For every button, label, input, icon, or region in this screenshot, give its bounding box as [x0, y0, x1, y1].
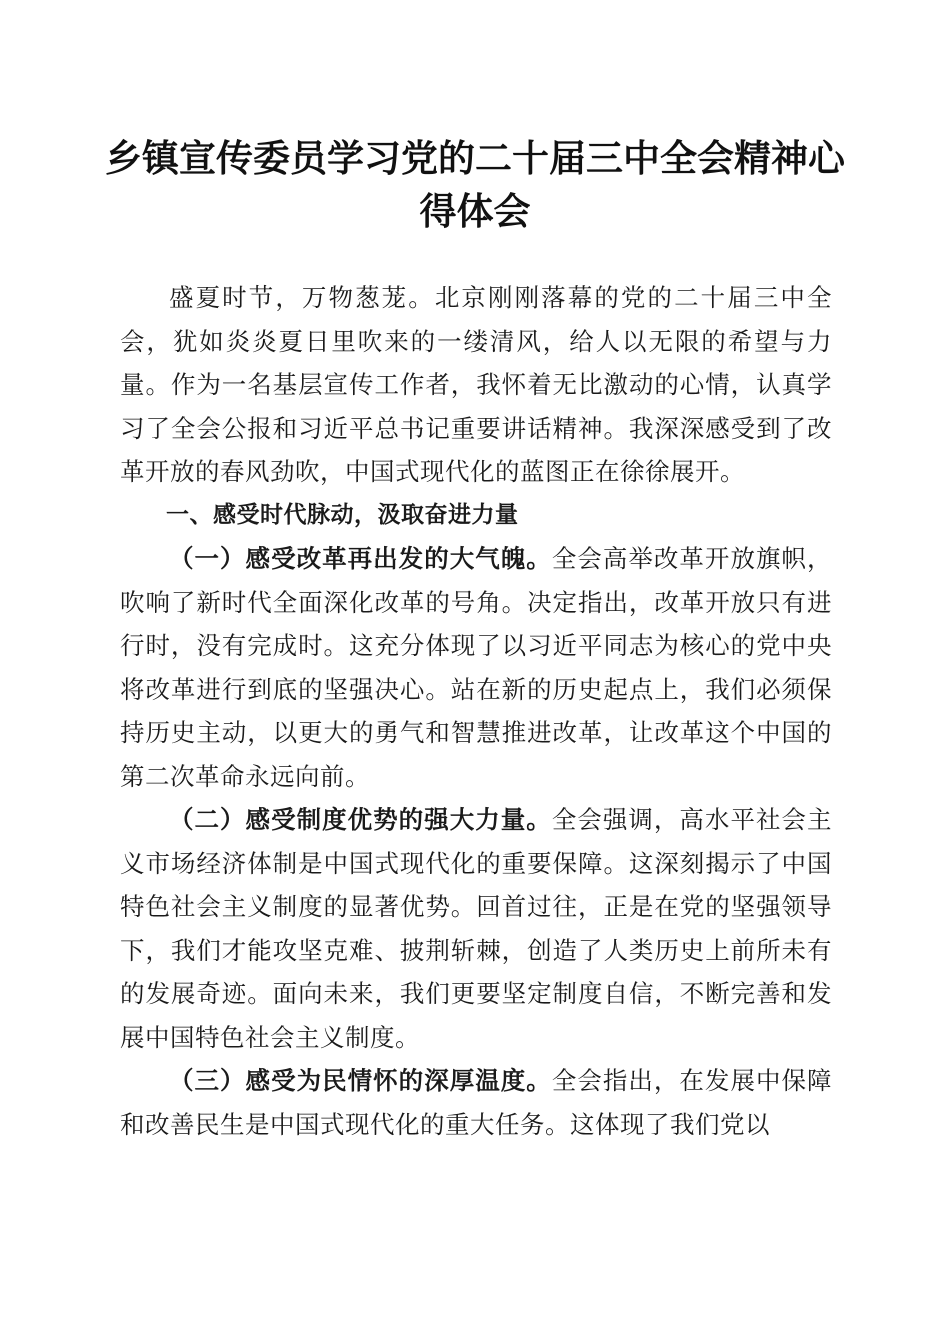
subsection-paragraph-1: [120, 537, 832, 798]
intro-paragraph-text: 盛夏时节，万物葱茏。北京刚刚落幕的党的二十届三中全会，犹如炎炎夏日里吹来的一缕清风，给人以无限的希望与力量。作为一名基层宣传工作者，我怀着无比激动的心情，认真学习了全会公报和习近平总书记重要讲话精神。我深深感受到了改革开放的春风劲吹，中国式现代化的蓝图正在徐徐展开。: [120, 283, 832, 486]
section-heading: 一、感受时代脉动，汲取奋进力量: [166, 501, 519, 528]
document-body: [120, 276, 832, 1146]
document-title: 乡镇宣传委员学习党的二十届三中全会精神心得体会: [105, 136, 845, 233]
subsection-text-2: 全会强调，高水平社会主义市场经济体制是中国式现代化的重要保障。这深刻揭示了中国特色社会主义制度的显著优势。回首过往，正是在党的坚强领导下，我们才能攻坚克难、披荆斩棘，创造了人类历史上前所未有的发展奇迹。面向未来，我们更要坚定制度自信，不断完善和发展中国特色社会主义制度。: [120, 805, 833, 1052]
subsection-paragraph-3: [120, 1059, 832, 1146]
intro-paragraph: [120, 276, 832, 494]
subsection-lead-2: （二）感受制度优势的强大力量。: [169, 805, 552, 834]
subsection-text-3: 全会指出，在发展中保障和改善民生是中国式现代化的重大任务。这体现了我们党以: [120, 1066, 833, 1139]
subsection-lead-1: （一）感受改革再出发的大气魄。: [169, 544, 552, 573]
subsection-text-1: 全会高举改革开放旗帜，吹响了新时代全面深化改革的号角。决定指出，改革开放只有进行时，没有完成时。这充分体现了以习近平同志为核心的党中央将改革进行到底的坚强决心。站在新的历史起点上，我们必须保持历史主动，以更大的勇气和智慧推进改革，让改革这个中国的第二次革命永远向前。: [120, 544, 833, 791]
subsection-lead-3: （三）感受为民情怀的深厚温度。: [169, 1066, 552, 1095]
subsection-paragraph-2: [120, 798, 832, 1059]
